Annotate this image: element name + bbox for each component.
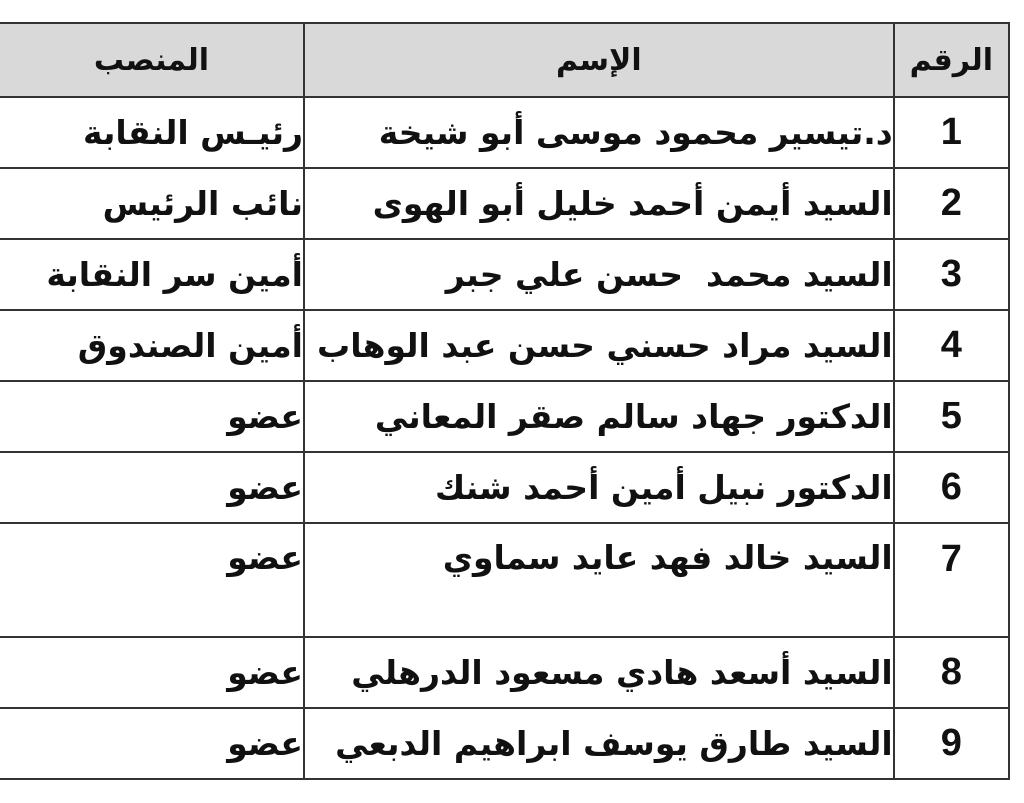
member-name: السيد مراد حسني حسن عبد الوهاب [304,310,894,381]
table-row [0,239,1009,310]
table-row [0,523,1009,637]
member-position: أمين سر النقابة [0,239,304,310]
member-position: رئيـس النقابة [0,97,304,168]
member-name: السيد أيمن أحمد خليل أبو الهوى [304,168,894,239]
member-position: عضو [0,452,304,523]
table-row [0,310,1009,381]
member-position: عضو [0,637,304,708]
header-number: الرقم [894,23,1009,97]
member-name: السيد خالد فهد عايد سماوي [304,523,894,637]
table-body [0,97,1009,779]
table-row [0,637,1009,708]
table-row [0,452,1009,523]
row-number: 7 [894,523,1009,637]
header-name: الإسم [304,23,894,97]
member-name: الدكتور جهاد سالم صقر المعاني [304,381,894,452]
row-number: 9 [894,708,1009,779]
member-position: عضو [0,708,304,779]
table-row [0,381,1009,452]
row-number: 5 [894,381,1009,452]
member-name: د.تيسير محمود موسى أبو شيخة [304,97,894,168]
row-number: 2 [894,168,1009,239]
members-table [0,22,1010,780]
table-row [0,708,1009,779]
member-position: أمين الصندوق [0,310,304,381]
row-number: 1 [894,97,1009,168]
row-number: 4 [894,310,1009,381]
table-row [0,97,1009,168]
member-name: السيد محمد حسن علي جبر [304,239,894,310]
member-name: السيد طارق يوسف ابراهيم الدبعي [304,708,894,779]
member-name: السيد أسعد هادي مسعود الدرهلي [304,637,894,708]
row-number: 6 [894,452,1009,523]
member-name: الدكتور نبيل أمين أحمد شنك [304,452,894,523]
member-position: نائب الرئيس [0,168,304,239]
header-position: المنصب [0,23,304,97]
member-position: عضو [0,523,304,637]
table-row [0,168,1009,239]
row-number: 8 [894,637,1009,708]
member-position: عضو [0,381,304,452]
table-header [0,23,1009,97]
row-number: 3 [894,239,1009,310]
